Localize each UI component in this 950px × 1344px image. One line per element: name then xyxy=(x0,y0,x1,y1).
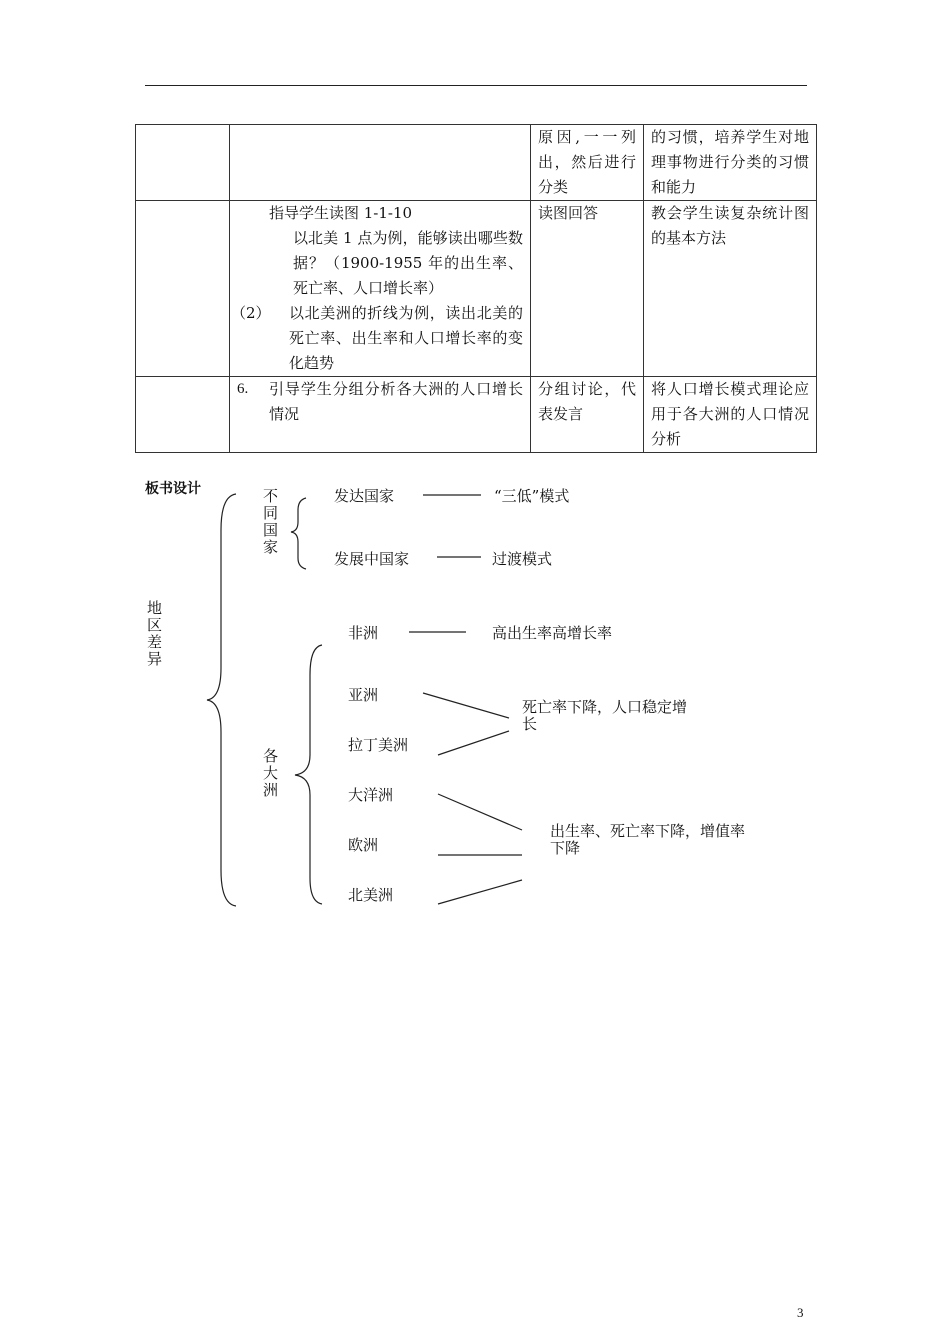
cell-stage xyxy=(136,377,230,453)
africa-desc: 高出生率高增长率 xyxy=(492,624,613,642)
continent-latam: 拉丁美洲 xyxy=(348,736,409,754)
board-heading: 板书设计 xyxy=(145,481,201,497)
developed-country: 发达国家 xyxy=(334,487,395,505)
continent-oceania: 大洋洲 xyxy=(348,786,394,804)
continent-na: 北美洲 xyxy=(348,886,394,904)
latam-line xyxy=(438,731,509,755)
developing-country: 发展中国家 xyxy=(334,550,410,568)
student-activity: 读图回答 xyxy=(538,204,599,222)
teacher-item-1: 以北美 1 点为例，能够读出哪些数据？（1900-1955 年的出生率、死亡率、人口增长率） xyxy=(293,229,523,297)
continent-africa: 非洲 xyxy=(348,624,379,642)
teacher-intro: 指导学生读图 1-1-10 xyxy=(269,204,413,222)
design-purpose: 的习惯，培养学生对地理事物进行分类的习惯和能力 xyxy=(651,128,809,196)
continent-asia: 亚洲 xyxy=(348,686,379,704)
cell-student xyxy=(531,125,644,201)
na-line xyxy=(438,880,522,904)
cell-purpose xyxy=(644,125,817,201)
item-text: 引导学生分组分析各大洲的人口增长情况 xyxy=(269,380,523,423)
item-number: （2） xyxy=(231,304,271,322)
group1-label: 不同国家 xyxy=(263,487,279,556)
lesson-table xyxy=(135,124,817,453)
group1-brace xyxy=(291,498,306,569)
group2-label: 各大洲 xyxy=(263,747,279,799)
student-activity: 分组讨论，代表发言 xyxy=(538,380,636,423)
group2-brace xyxy=(295,645,322,904)
cell-purpose xyxy=(644,201,817,377)
table-row xyxy=(136,125,817,201)
asia-line xyxy=(423,693,509,718)
cell-stage xyxy=(136,201,230,377)
cell-stage xyxy=(136,125,230,201)
root-label: 地区差异 xyxy=(147,599,163,668)
design-purpose: 将人口增长模式理论应用于各大洲的人口情况分析 xyxy=(651,380,809,448)
cell-teacher xyxy=(230,125,531,201)
table-row xyxy=(136,377,817,453)
cell-teacher xyxy=(230,201,531,377)
blackboard-design xyxy=(0,470,950,920)
developing-mode: 过渡模式 xyxy=(492,550,553,568)
table-row xyxy=(136,201,817,377)
asia-latam-desc: 死亡率下降，人口稳定增长 xyxy=(522,698,688,733)
cell-purpose xyxy=(644,377,817,453)
cell-student xyxy=(531,201,644,377)
continent-europe: 欧洲 xyxy=(348,836,379,854)
cell-student xyxy=(531,377,644,453)
header-rule xyxy=(145,85,807,86)
page-number: 3 xyxy=(797,1305,804,1320)
item-number: 6. xyxy=(237,381,249,397)
teacher-item-6 xyxy=(237,377,523,427)
student-activity: 原因,一一列出，然后进行分类 xyxy=(538,128,636,196)
cell-teacher xyxy=(230,377,531,453)
connector-lines xyxy=(0,470,950,920)
item-text: 以北美洲的折线为例，读出北美的死亡率、出生率和人口增长率的变化趋势 xyxy=(289,304,523,372)
oceania-line xyxy=(438,794,522,830)
teacher-item-2 xyxy=(231,301,523,376)
oceania-europe-na-desc: 出生率、死亡率下降，增值率下降 xyxy=(550,822,746,857)
root-brace xyxy=(207,494,236,906)
developed-mode: “三低”模式 xyxy=(494,487,570,505)
design-purpose: 教会学生读复杂统计图的基本方法 xyxy=(651,204,809,247)
